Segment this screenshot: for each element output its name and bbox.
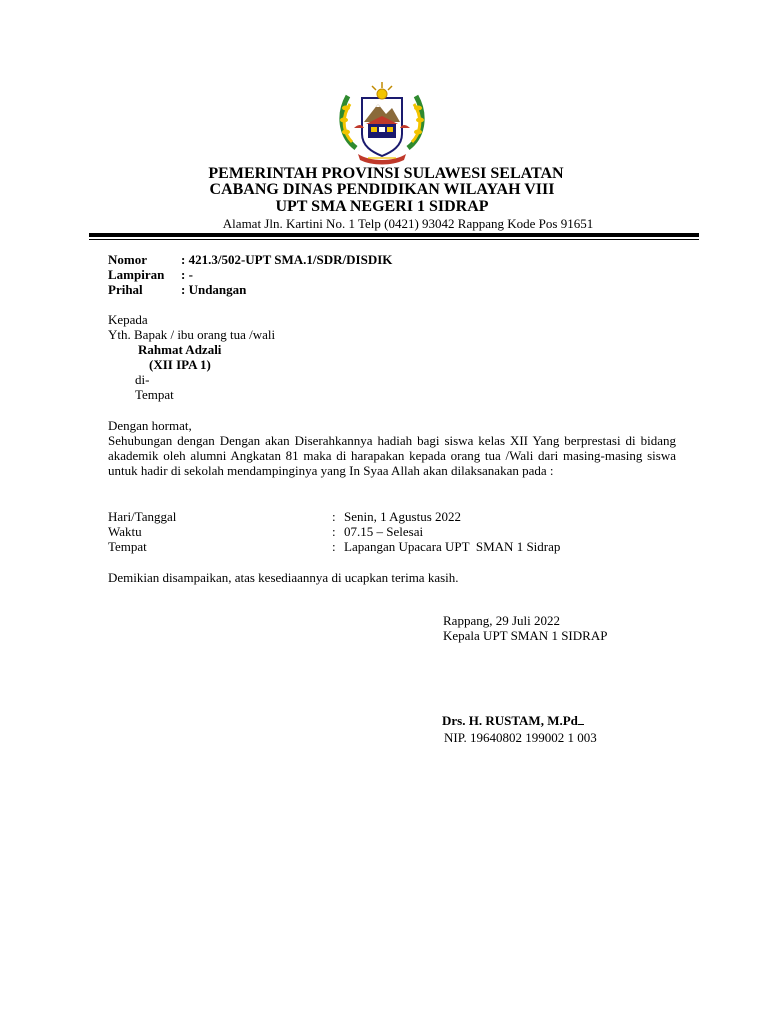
schedule-row-time [108, 524, 668, 539]
body-paragraph: Sehubungan dengan Dengan akan Diserahkannya hadiah bagi siswa kelas XII Yang berprestasi di bidang akademik oleh alumni Angkatan 81 maka di harapakan kepada orang tua /Wali dari masing-masing siswa untuk hadir di sekolah mendampinginya yang In Syaa Allah akan dilaksanakan pada : [108, 433, 676, 478]
schedule-label: Tempat [108, 539, 147, 554]
south-sulawesi-province-emblem-icon [334, 78, 430, 168]
name-underline-mark [578, 713, 584, 725]
letterhead-government-name: PEMERINTAH PROVINSI SULAWESI SELATAN [208, 165, 564, 182]
meta-value: : Undangan [181, 282, 247, 297]
schedule-value: Senin, 1 Agustus 2022 [344, 509, 462, 524]
recipient-class: (XII IPA 1) [149, 357, 211, 372]
meta-label: Lampiran [108, 267, 165, 282]
letterhead-divider-thin [89, 239, 699, 240]
recipient-block [108, 312, 275, 402]
greeting: Dengan hormat, [108, 418, 192, 433]
signatory-name: Drs. H. RUSTAM, M.Pd [442, 713, 578, 728]
recipient-place: Tempat [135, 387, 174, 402]
signature-position: Kepala UPT SMAN 1 SIDRAP [443, 628, 608, 643]
schedule-value: 07.15 – Selesai [344, 524, 424, 539]
schedule-value: Lapangan Upacara UPT SMAN 1 Sidrap [344, 539, 561, 554]
closing-sentence: Demikian disampaikan, atas kesediaannya di ucapkan terima kasih. [108, 570, 459, 585]
letterhead-school-name: UPT SMA NEGERI 1 SIDRAP [275, 198, 489, 215]
recipient-name: Rahmat Adzali [138, 342, 222, 357]
schedule-row-place [108, 539, 668, 554]
schedule-label: Waktu [108, 524, 142, 539]
letter-body [108, 418, 676, 478]
meta-label: Prihal [108, 282, 143, 297]
schedule-colon: : [332, 509, 336, 524]
meta-label: Nomor [108, 252, 147, 267]
meta-value: : - [181, 267, 193, 282]
signature-place-date: Rappang, 29 Juli 2022 [443, 613, 560, 628]
meta-value: : 421.3/502-UPT SMA.1/SDR/DISDIK [181, 252, 393, 267]
recipient-to: Kepada [108, 312, 148, 327]
schedule-colon: : [332, 524, 336, 539]
letterhead-divider-thick [89, 233, 699, 237]
letterhead-address: Alamat Jln. Kartini No. 1 Telp (0421) 93042 Rappang Kode Pos 91651 [222, 216, 594, 231]
signatory-nip: NIP. 19640802 199002 1 003 [444, 730, 597, 745]
letterhead-agency-name: CABANG DINAS PENDIDIKAN WILAYAH VIII [209, 181, 555, 198]
recipient-di: di- [135, 372, 150, 387]
signature-block [443, 613, 607, 643]
event-schedule [108, 509, 668, 554]
schedule-row-date [108, 509, 668, 524]
schedule-label: Hari/Tanggal [108, 509, 177, 524]
signatory-name-line [442, 713, 584, 728]
recipient-salutation: Yth. Bapak / ibu orang tua /wali [108, 327, 276, 342]
schedule-colon: : [332, 539, 336, 554]
